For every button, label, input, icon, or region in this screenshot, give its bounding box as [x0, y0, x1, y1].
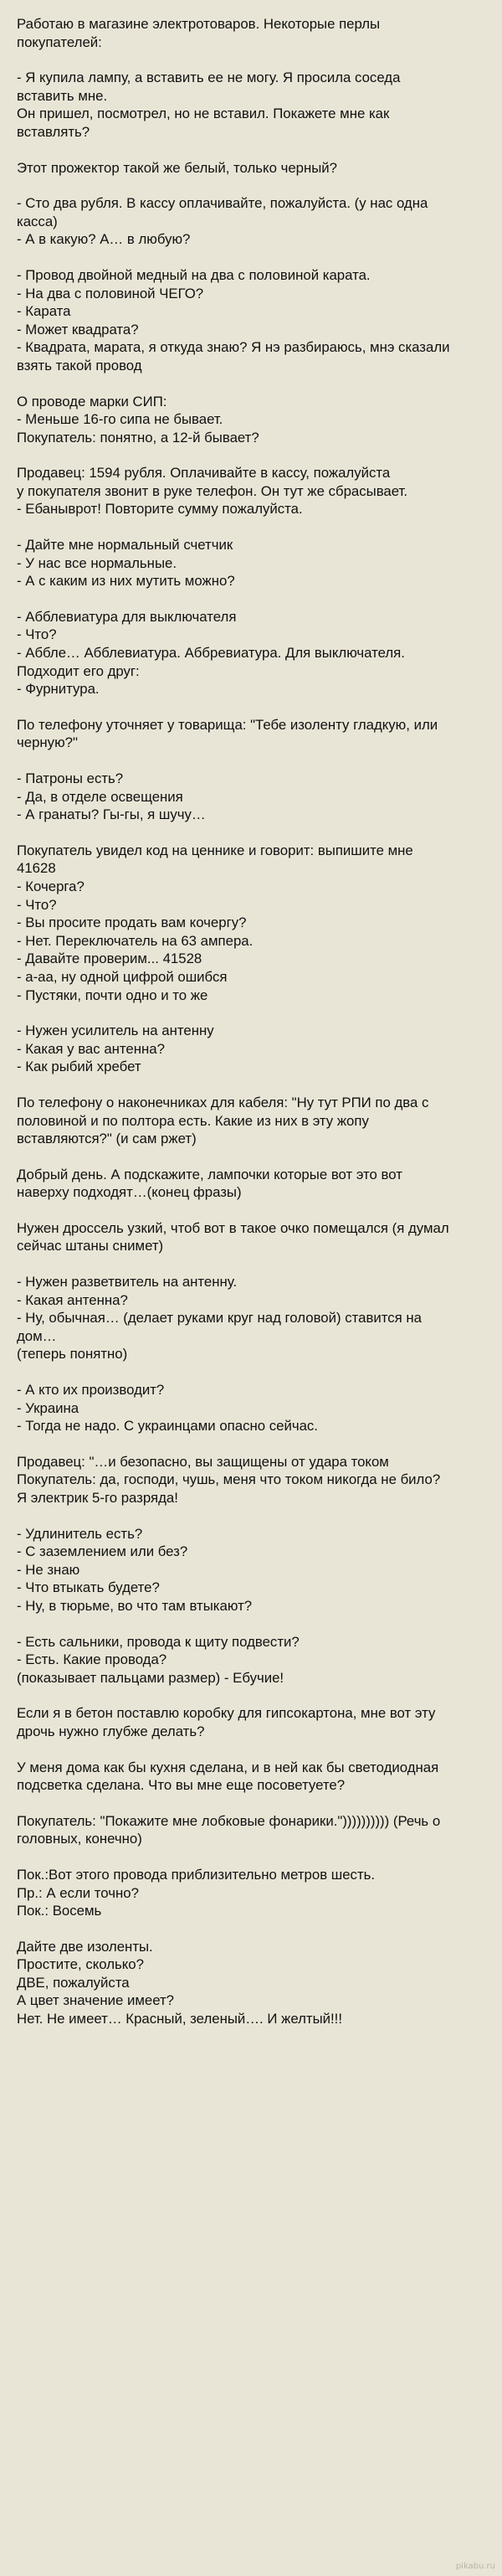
paragraph: [17, 1938, 485, 2028]
text-line: Этот прожектор такой же белый, только черный?: [17, 159, 338, 176]
text-line: - А в какую? А… в любую?: [17, 231, 191, 248]
text-line: - На два с половиной ЧЕГО?: [17, 285, 204, 301]
paragraph: [17, 842, 485, 1004]
text-line: - Вы просите продать вам кочергу?: [17, 914, 247, 931]
text-line: - Какая у вас антенна?: [17, 1040, 165, 1057]
text-line: - Удлинитель есть?: [17, 1525, 143, 1542]
paragraph: [17, 1633, 485, 1687]
text-line: Пок.:Вот этого провода приблизительно метров шесть.: [17, 1866, 376, 1883]
text-line: По телефону уточняет у товарища: "Тебе изоленту гладкую, или: [17, 716, 438, 733]
text-line: - Я купила лампу, а вставить ее не могу. Я просила соседа: [17, 70, 401, 86]
text-line: - Может квадрата?: [17, 321, 139, 337]
text-line: взять такой провод: [17, 357, 142, 374]
paragraph: [17, 1166, 485, 1202]
paragraph: [17, 536, 485, 590]
text-line: покупателей:: [17, 33, 102, 50]
text-line: - а-аа, ну одной цифрой ошибся: [17, 968, 228, 985]
text-line: (теперь понятно): [17, 1346, 128, 1363]
text-line: - Пустяки, почти одно и то же: [17, 987, 208, 1003]
text-line: дом…: [17, 1327, 57, 1344]
text-line: Нет. Не имеет… Красный, зеленый…. И желтый!!!: [17, 2011, 343, 2027]
text-line: ДВЕ, пожалуйста: [17, 1974, 130, 1991]
text-line: Подходит его друг:: [17, 662, 140, 679]
text-line: - Давайте проверим... 41528: [17, 951, 202, 967]
text-line: Пр.: А если точно?: [17, 1884, 139, 1901]
text-line: - Патроны есть?: [17, 770, 124, 786]
paragraph: [17, 608, 485, 698]
text-line: Покупатель: "Покажите мне лобковые фонарики.")))))))))) (Речь о: [17, 1812, 441, 1829]
text-line: Простите, сколько?: [17, 1956, 144, 1973]
text-line: - Как рыбий хребет: [17, 1059, 141, 1075]
text-line: - Нужен разветвитель на антенну.: [17, 1274, 238, 1291]
text-line: (показывает пальцами размер) - Ебучие!: [17, 1669, 284, 1686]
text-line: - Нет. Переключатель на 63 ампера.: [17, 932, 254, 949]
text-line: - Есть сальники, провода к щиту подвести?: [17, 1633, 300, 1650]
text-line: - А кто их производит?: [17, 1382, 165, 1399]
text-line: - Какая антенна?: [17, 1291, 128, 1308]
text-line: - Ебаныврот! Повторите сумму пожалуйста.: [17, 501, 303, 518]
text-line: - Аббле… Абблевиатура. Аббревиатура. Для выключателя.: [17, 645, 405, 662]
text-line: - С заземлением или без?: [17, 1543, 188, 1560]
text-line: подсветка сделана. Что вы мне еще посоветуете?: [17, 1777, 346, 1794]
text-line: черную?": [17, 734, 78, 751]
paragraph: [17, 1866, 485, 1920]
text-line: сейчас штаны снимет): [17, 1238, 164, 1255]
text-line: вставлять?: [17, 123, 90, 140]
text-line: У меня дома как бы кухня сделана, и в ней как бы светодиодная: [17, 1759, 439, 1775]
text-line: - А гранаты? Гы-гы, я шучу…: [17, 806, 206, 823]
text-line: Пок.: Восемь: [17, 1903, 102, 1919]
text-line: касса): [17, 213, 58, 229]
watermark-text: pikabu.ru: [455, 2562, 495, 2571]
paragraph: [17, 194, 485, 249]
text-line: Я электрик 5-го разряда!: [17, 1490, 178, 1506]
text-line: наверху подходят…(конец фразы): [17, 1184, 242, 1201]
text-line: половиной и по полтора есть. Какие из них в эту жопу: [17, 1112, 369, 1129]
text-line: - Меньше 16-го сипа не бывает.: [17, 411, 223, 428]
text-line: Покупатель: понятно, а 12-й бывает?: [17, 429, 259, 446]
text-line: - Да, в отделе освещения: [17, 788, 183, 805]
text-line: Продавец: 1594 рубля. Оплачивайте в кассу, пожалуйста: [17, 465, 391, 482]
paragraph: [17, 15, 485, 51]
text-line: - Что?: [17, 626, 57, 643]
paragraph: [17, 69, 485, 141]
text-line: - Что втыкать будете?: [17, 1579, 160, 1596]
text-line: - Ну, обычная… (делает руками круг над головой) ставится на: [17, 1310, 423, 1327]
text-line: Работаю в магазине электротоваров. Некоторые перлы: [17, 16, 381, 32]
text-line: Дайте две изоленты.: [17, 1938, 153, 1955]
text-line: головных, конечно): [17, 1831, 142, 1847]
paragraph: [17, 1219, 485, 1255]
text-line: Покупатель: да, господи, чушь, меня что током никогда не било?: [17, 1471, 441, 1488]
text-line: Продавец: "…и безопасно, вы защищены от удара током: [17, 1453, 389, 1470]
text-line: Покупатель увидел код на ценнике и говорит: выпишите мне: [17, 842, 413, 858]
paragraph: [17, 393, 485, 447]
text-line: - Квадрата, марата, я откуда знаю? Я нэ разбираюсь, мнэ сказали: [17, 339, 450, 356]
text-line: - Украина: [17, 1399, 79, 1416]
text-line: 41628: [17, 860, 56, 877]
text-line: - Нужен усилитель на антенну: [17, 1023, 214, 1039]
paragraph: [17, 1812, 485, 1848]
text-line: - Дайте мне нормальный счетчик: [17, 537, 233, 554]
paragraph: [17, 1094, 485, 1148]
paragraph: [17, 716, 485, 752]
paragraph: [17, 770, 485, 824]
paragraph: [17, 464, 485, 518]
paragraph: [17, 1381, 485, 1435]
text-line: - Кочерга?: [17, 878, 85, 894]
text-line: - У нас все нормальные.: [17, 554, 177, 571]
paragraph: [17, 159, 485, 178]
paragraph: [17, 1022, 485, 1076]
text-line: - Тогда не надо. С украинцами опасно сейчас.: [17, 1418, 318, 1435]
text-line: - Что?: [17, 896, 57, 913]
text-line: - Карата: [17, 303, 71, 320]
text-line: А цвет значение имеет?: [17, 1992, 174, 2009]
text-line: - Ну, в тюрьме, во что там втыкают?: [17, 1597, 253, 1614]
text-line: - Провод двойной медный на два с половиной карата.: [17, 266, 371, 283]
paragraph: [17, 1704, 485, 1740]
text-line: - А с каким из них мутить можно?: [17, 573, 235, 590]
paragraph: [17, 1525, 485, 1615]
text-line: вставить мне.: [17, 87, 108, 104]
text-line: дрочь нужно глубже делать?: [17, 1723, 205, 1739]
paragraph: [17, 266, 485, 375]
text-line: - Сто два рубля. В кассу оплачивайте, пожалуйста. (у нас одна: [17, 195, 428, 212]
text-line: О проводе марки СИП:: [17, 393, 167, 410]
paragraph: [17, 1273, 485, 1363]
paragraph: [17, 1453, 485, 1507]
text-line: Он пришел, посмотрел, но не вставил. Покажете мне как: [17, 106, 390, 122]
text-line: - Есть. Какие провода?: [17, 1651, 167, 1668]
text-line: - Абблевиатура для выключателя: [17, 608, 237, 625]
text-line: у покупателя звонит в руке телефон. Он тут же сбрасывает.: [17, 482, 408, 499]
text-line: Нужен дроссель узкий, чтоб вот в такое очко помещался (я думал: [17, 1219, 449, 1236]
text-line: Добрый день. А подскажите, лампочки которые вот это вот: [17, 1166, 402, 1182]
paragraph: [17, 1759, 485, 1795]
text-line: - Не знаю: [17, 1561, 80, 1578]
text-line: - Фурнитура.: [17, 681, 100, 698]
text-line: вставляются?" (и сам ржет): [17, 1131, 197, 1147]
text-line: По телефону о наконечниках для кабеля: "Ну тут РПИ по два с: [17, 1094, 429, 1110]
text-line: Если я в бетон поставлю коробку для гипсокартона, мне вот эту: [17, 1705, 436, 1722]
